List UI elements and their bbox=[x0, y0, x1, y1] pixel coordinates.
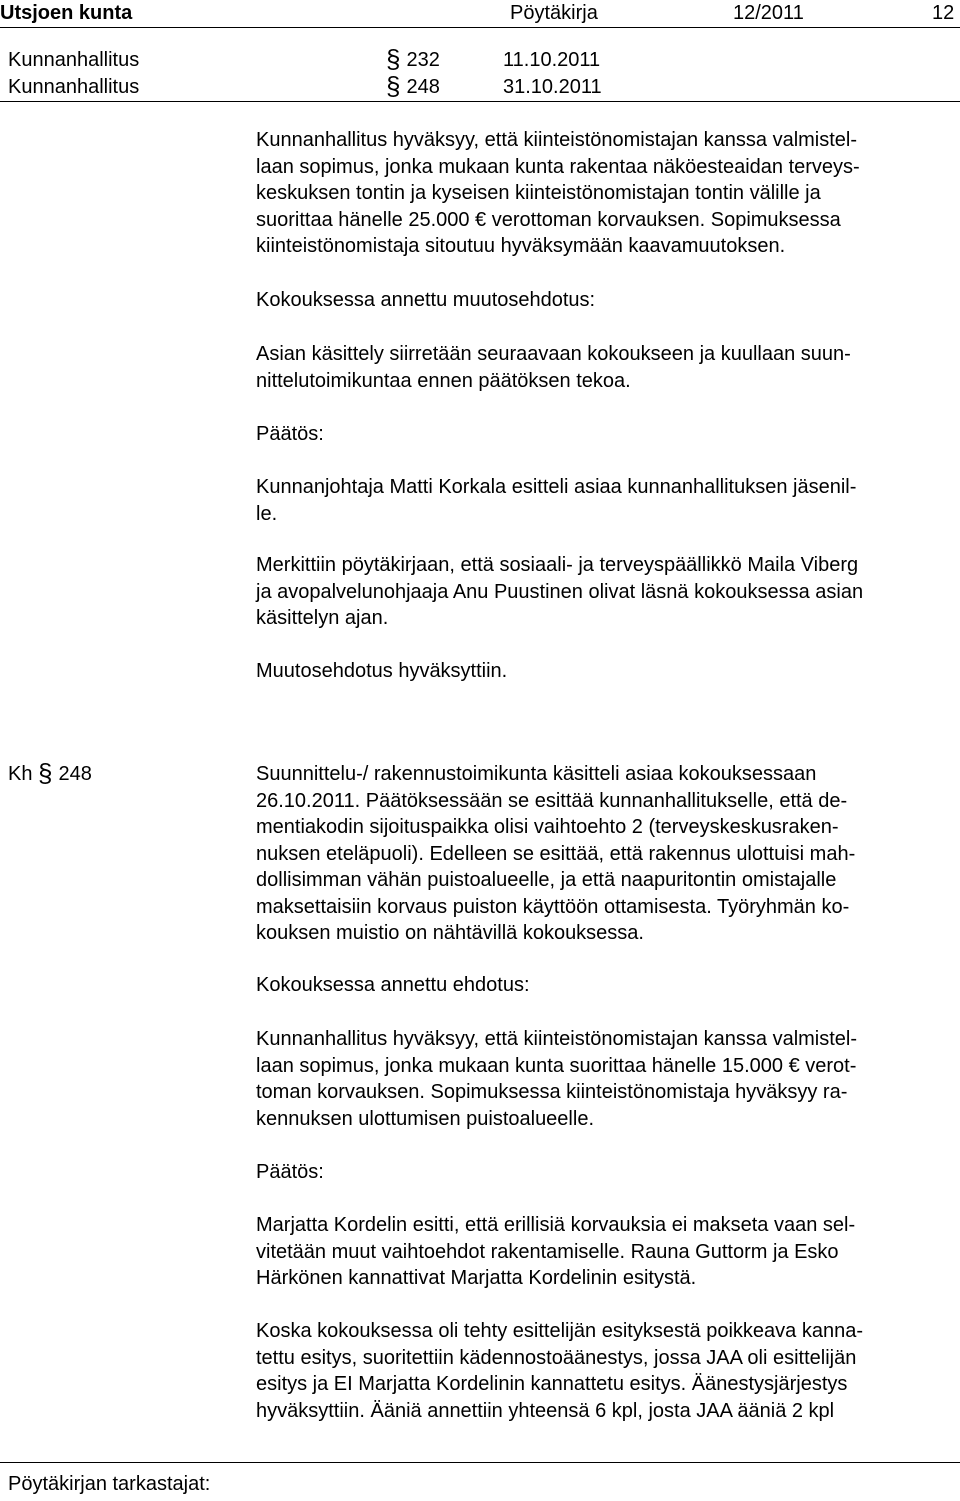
header-divider bbox=[0, 27, 960, 28]
text-line: le. bbox=[256, 502, 278, 525]
text-line: Härkönen kannattivat Marjatta Kordelinin esitystä. bbox=[256, 1267, 697, 1289]
text-line: mentiakodin sijoituspaikka olisi vaihtoehto 2 (terveyskeskusraken- bbox=[256, 816, 839, 838]
section-sign-icon: § bbox=[386, 44, 401, 74]
text-line: Marjatta Kordelin esitti, että erillisiä korvauksia ei makseta vaan sel- bbox=[256, 1214, 856, 1236]
text-line: ja avopalvelunohjaaja Anu Puustinen olivat läsnä kokouksessa asian bbox=[256, 580, 864, 603]
s2-paragraph-3 bbox=[256, 1212, 956, 1292]
text-line: vitetään muut vaihtoehdot rakentamiselle. Rauna Guttorm ja Esko bbox=[256, 1240, 839, 1263]
section-sign-icon: § bbox=[386, 71, 401, 101]
ref-1-date: 11.10.2011 bbox=[503, 49, 601, 71]
section-sign-icon: § bbox=[38, 758, 53, 788]
text-line: Kunnanjohtaja Matti Korkala esitteli asiaa kunnanhallituksen jäsenil- bbox=[256, 476, 857, 498]
text-line: 26.10.2011. Päätöksessään se esittää kunnanhallitukselle, että de- bbox=[256, 789, 848, 812]
s2-heading-paatos: Päätös: bbox=[256, 1161, 324, 1183]
s1-paragraph-5: Muutosehdotus hyväksyttiin. bbox=[256, 660, 508, 682]
ref-1-section bbox=[386, 44, 440, 74]
s1-paragraph-4 bbox=[256, 552, 956, 632]
ref-2-date: 31.10.2011 bbox=[503, 76, 602, 98]
footer-label: Pöytäkirjan tarkastajat: bbox=[8, 1473, 211, 1495]
ref-1-number: 232 bbox=[406, 49, 440, 71]
s1-paragraph-2 bbox=[256, 341, 956, 394]
text-line: keskuksen tontin ja kyseisen kiinteistönomistajan tontin välille ja bbox=[256, 182, 821, 204]
ref-1-body: Kunnanhallitus bbox=[8, 49, 140, 71]
s2-label-number: 248 bbox=[58, 763, 92, 785]
s2-paragraph-2 bbox=[256, 1026, 956, 1132]
text-line: esitys ja EI Marjatta Kordelinin kannattetu esitys. Äänestysjärjestys bbox=[256, 1373, 848, 1395]
text-line: laan sopimus, jonka mukaan kunta suorittaa hänelle 15.000 € verot- bbox=[256, 1054, 857, 1077]
s1-paragraph-3 bbox=[256, 474, 956, 527]
text-line: Asian käsittely siirretään seuraavaan kokoukseen ja kuullaan suun- bbox=[256, 343, 851, 365]
ref-2-section bbox=[386, 71, 440, 101]
text-line: suorittaa hänelle 25.000 € verottoman korvauksen. Sopimuksessa bbox=[256, 208, 841, 231]
text-line: nuksen eteläpuoli). Edelleen se esittää, että rakennus ulottuisi mah- bbox=[256, 842, 856, 865]
text-line: maksettaisiin korvaus puiston käyttöön ottamisesta. Työryhmän ko- bbox=[256, 895, 850, 918]
text-line: kiinteistönomistaja sitoutuu hyväksymään kaavamuutoksen. bbox=[256, 235, 786, 257]
text-line: hyväksyttiin. Ääniä annettiin yhteensä 6 kpl, josta JAA ääniä 2 kpl bbox=[256, 1399, 835, 1422]
refs-divider bbox=[0, 101, 960, 102]
text-line: dollisimman vähän puistoalueelle, ja että naapuritontin omistajalle bbox=[256, 869, 837, 891]
text-line: kennuksen ulottumisen puistoalueelle. bbox=[256, 1107, 594, 1130]
s1-heading-muutosehdotus: Kokouksessa annettu muutosehdotus: bbox=[256, 289, 596, 311]
text-line: Kunnanhallitus hyväksyy, että kiinteistönomistajan kanssa valmistel- bbox=[256, 1028, 858, 1050]
s2-label-prefix: Kh bbox=[8, 763, 33, 785]
text-line: Suunnittelu-/ rakennustoimikunta käsitteli asiaa kokouksessaan bbox=[256, 763, 817, 785]
text-line: nittelutoimikuntaa ennen päätöksen tekoa. bbox=[256, 369, 631, 392]
text-line: Merkittiin pöytäkirjaan, että sosiaali- ja terveyspäällikkö Maila Viberg bbox=[256, 554, 859, 576]
text-line: laan sopimus, jonka mukaan kunta rakentaa näköesteaidan terveys- bbox=[256, 155, 860, 178]
page-number: 12 bbox=[932, 2, 955, 24]
text-line: käsittelyn ajan. bbox=[256, 607, 389, 629]
s1-paragraph-1 bbox=[256, 127, 956, 260]
s2-paragraph-4 bbox=[256, 1318, 956, 1424]
ref-2-number: 248 bbox=[406, 76, 440, 98]
s1-heading-paatos: Päätös: bbox=[256, 423, 324, 445]
document-type: Pöytäkirja bbox=[510, 2, 598, 24]
text-line: Koska kokouksessa oli tehty esittelijän esityksestä poikkeava kanna- bbox=[256, 1320, 863, 1342]
text-line: toman korvauksen. Sopimuksessa kiinteistönomistaja hyväksyy ra- bbox=[256, 1081, 848, 1103]
text-line: kouksen muistio on nähtävillä kokouksessa. bbox=[256, 922, 644, 944]
s2-heading-ehdotus: Kokouksessa annettu ehdotus: bbox=[256, 974, 530, 996]
text-line: tettu esitys, suoritettiin kädennostoäänestys, jossa JAA oli esittelijän bbox=[256, 1346, 857, 1369]
footer-divider bbox=[0, 1462, 960, 1463]
municipality-name: Utsjoen kunta bbox=[0, 2, 133, 24]
s2-paragraph-1 bbox=[256, 761, 956, 947]
text-line: Kunnanhallitus hyväksyy, että kiinteistönomistajan kanssa valmistel- bbox=[256, 129, 858, 151]
ref-2-body: Kunnanhallitus bbox=[8, 76, 140, 98]
s2-label bbox=[8, 758, 92, 788]
document-number: 12/2011 bbox=[733, 2, 804, 24]
